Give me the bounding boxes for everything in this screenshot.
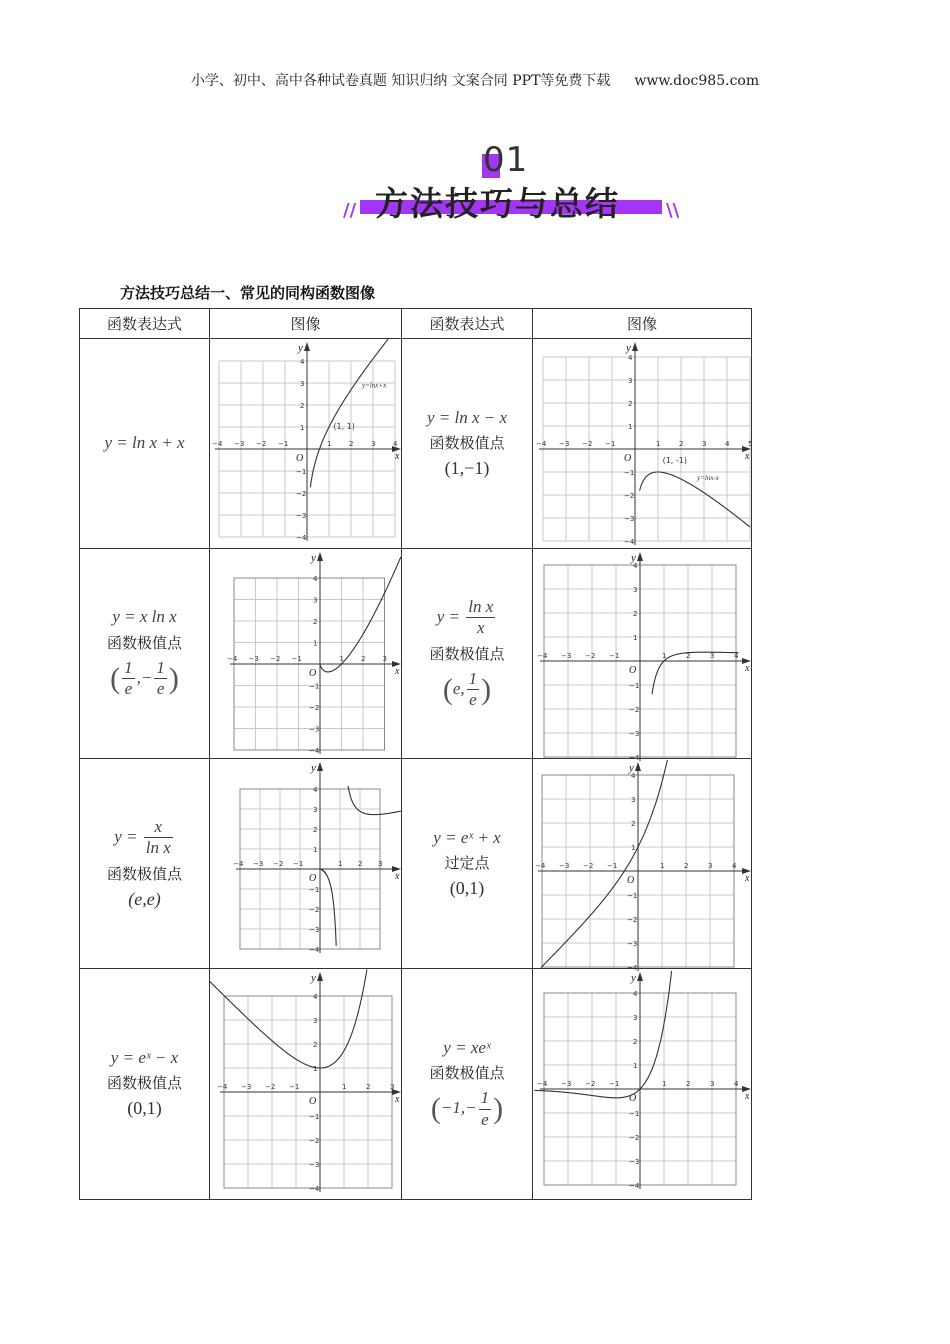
x-tick-label: 1 bbox=[327, 440, 332, 448]
y-tick-label: 3 bbox=[313, 806, 318, 814]
y-axis-arrow bbox=[635, 762, 641, 771]
formula: y = $\frac{x}{\text{ln x}}$ bbox=[114, 816, 171, 858]
y-tick-label: 2 bbox=[313, 826, 318, 834]
extremum-label: 函数极值点 bbox=[106, 633, 182, 652]
y-axis-arrow bbox=[637, 972, 643, 981]
x-tick-label: −2 bbox=[582, 440, 593, 448]
x-tick-label: −3 bbox=[561, 652, 572, 660]
x-tick-label: 4 bbox=[393, 440, 398, 448]
formula: y = eˣ + x bbox=[433, 827, 501, 847]
y-tick-label: −3 bbox=[629, 730, 640, 738]
y-tick-label: −3 bbox=[624, 515, 635, 523]
x-tick-label: −1 bbox=[605, 440, 616, 448]
x-tick-label: 3 bbox=[710, 652, 715, 660]
origin-label: O bbox=[296, 453, 304, 464]
y-tick-label: 1 bbox=[631, 844, 636, 852]
x-tick-label: −2 bbox=[270, 655, 281, 663]
x-tick-label: −2 bbox=[583, 862, 594, 870]
y-tick-label: 4 bbox=[313, 575, 318, 583]
y-tick-label: 3 bbox=[313, 1017, 318, 1025]
extremum-label: 函数极值点 bbox=[106, 864, 182, 883]
y-tick-label: 4 bbox=[631, 772, 636, 780]
x-tick-label: −4 bbox=[217, 1083, 228, 1091]
graph-lnx-plus-x bbox=[210, 339, 401, 548]
y-tick-label: −2 bbox=[624, 492, 635, 500]
x-tick-label: 1 bbox=[339, 655, 344, 663]
y-tick-label: −2 bbox=[296, 490, 307, 498]
y-tick-label: 2 bbox=[631, 820, 636, 828]
y-tick-label: 1 bbox=[633, 634, 638, 642]
extremum-point: (0,1) bbox=[127, 1098, 162, 1119]
y-tick-label: 1 bbox=[628, 423, 633, 431]
y-tick-label: 2 bbox=[313, 1041, 318, 1049]
y-axis-label: y bbox=[626, 342, 631, 354]
y-axis-label: y bbox=[311, 552, 316, 564]
curve-label: y=lnx-x bbox=[697, 474, 719, 483]
y-tick-label: −1 bbox=[627, 892, 638, 900]
x-tick-label: −3 bbox=[561, 1080, 572, 1088]
y-tick-label: −1 bbox=[629, 682, 640, 690]
table-header: 图像 bbox=[210, 309, 402, 339]
y-tick-label: −2 bbox=[627, 916, 638, 924]
x-tick-label: 1 bbox=[338, 860, 343, 868]
y-axis-arrow bbox=[304, 342, 310, 351]
x-tick-label: 2 bbox=[686, 652, 691, 660]
section-title: 方法技巧总结一、常见的同构函数图像 bbox=[120, 284, 376, 302]
x-tick-label: −4 bbox=[227, 655, 238, 663]
table-row bbox=[80, 969, 752, 1200]
table-row bbox=[80, 759, 752, 969]
y-tick-label: 2 bbox=[633, 1038, 638, 1046]
x-axis-label: x bbox=[395, 666, 400, 677]
y-tick-label: −2 bbox=[309, 704, 320, 712]
x-axis-label: x bbox=[395, 451, 400, 462]
fixed-point-label: 过定点 bbox=[444, 853, 490, 872]
x-tick-label: −1 bbox=[289, 1083, 300, 1091]
x-tick-label: −2 bbox=[265, 1083, 276, 1091]
y-axis-arrow bbox=[637, 552, 643, 561]
formula: y = x ln x bbox=[112, 607, 177, 627]
y-tick-label: 3 bbox=[633, 1014, 638, 1022]
x-axis-label: x bbox=[745, 873, 750, 884]
function-table bbox=[79, 308, 752, 1200]
y-tick-label: 4 bbox=[313, 786, 318, 794]
x-tick-label: 5 bbox=[748, 440, 753, 448]
expression-cell bbox=[80, 549, 210, 759]
x-tick-label: −3 bbox=[559, 862, 570, 870]
x-tick-label: −1 bbox=[609, 1080, 620, 1088]
y-axis-label: y bbox=[311, 972, 316, 984]
graph-xex bbox=[533, 969, 751, 1199]
x-tick-label: 2 bbox=[358, 860, 363, 868]
expression-cell bbox=[80, 969, 210, 1200]
x-tick-label: −2 bbox=[585, 1080, 596, 1088]
x-tick-label: −1 bbox=[293, 860, 304, 868]
y-tick-label: −3 bbox=[309, 725, 320, 734]
y-axis-label: y bbox=[631, 552, 636, 564]
y-tick-label: −4 bbox=[296, 534, 307, 542]
expression-cell bbox=[80, 339, 210, 549]
y-tick-label: 4 bbox=[300, 358, 305, 366]
y-tick-label: −4 bbox=[309, 1185, 320, 1193]
x-tick-label: −2 bbox=[585, 652, 596, 660]
graph-xlnx bbox=[210, 549, 401, 758]
y-tick-label: −2 bbox=[629, 706, 640, 714]
x-tick-label: 2 bbox=[684, 862, 689, 870]
y-axis-label: y bbox=[631, 972, 636, 984]
graph-ex-minus-x bbox=[210, 969, 401, 1199]
y-axis-label: y bbox=[311, 762, 316, 774]
section-banner bbox=[340, 140, 690, 230]
graph-cell bbox=[533, 969, 752, 1200]
x-tick-label: 3 bbox=[390, 1083, 395, 1091]
extremum-label: 函数极值点 bbox=[429, 1064, 505, 1083]
graph-cell bbox=[210, 759, 402, 969]
origin-label: O bbox=[629, 1093, 637, 1104]
x-tick-label: 3 bbox=[702, 440, 707, 448]
y-tick-label: 2 bbox=[300, 402, 305, 410]
y-tick-label: −1 bbox=[629, 1110, 640, 1118]
extremum-point: ( $\frac{1}{e}$ ,− $\frac{1}{e}$ ) bbox=[110, 657, 179, 699]
extremum-label: 函数极值点 bbox=[429, 644, 505, 663]
banner-left-mark: // bbox=[343, 200, 357, 221]
y-tick-label: −1 bbox=[309, 1113, 320, 1121]
x-tick-label: 3 bbox=[371, 440, 376, 448]
y-tick-label: 4 bbox=[313, 993, 318, 1001]
point-label: (1, -1) bbox=[662, 455, 688, 465]
origin-label: O bbox=[627, 875, 635, 886]
y-tick-label: 2 bbox=[313, 618, 318, 626]
extremum-point: (1,−1) bbox=[444, 457, 490, 478]
table-header: 函数表达式 bbox=[80, 309, 210, 339]
extremum-point: (−1,− $\frac{1}{e}$ ) bbox=[430, 1088, 504, 1129]
formula: y = ln x + x bbox=[104, 433, 185, 453]
x-tick-label: 4 bbox=[732, 862, 737, 870]
x-tick-label: −1 bbox=[607, 862, 618, 870]
x-tick-label: −1 bbox=[609, 652, 620, 660]
y-tick-label: −4 bbox=[624, 538, 635, 546]
y-tick-label: 4 bbox=[633, 562, 638, 570]
y-tick-label: 2 bbox=[633, 610, 638, 618]
point-label: (1, 1) bbox=[333, 422, 355, 432]
x-tick-label: −3 bbox=[253, 860, 264, 868]
table-header: 图像 bbox=[533, 309, 752, 339]
x-tick-label: 3 bbox=[708, 862, 713, 870]
x-tick-label: 2 bbox=[686, 1080, 691, 1088]
x-tick-label: 2 bbox=[349, 440, 354, 448]
graph-lnx-minus-x bbox=[533, 339, 751, 548]
y-axis-arrow bbox=[317, 552, 323, 561]
graph-cell bbox=[210, 549, 402, 759]
graph-lnx-over-x bbox=[533, 549, 751, 762]
formula: y = ln x − x bbox=[426, 407, 508, 427]
y-tick-label: −4 bbox=[309, 946, 320, 954]
x-tick-label: −2 bbox=[273, 860, 284, 868]
page-header bbox=[0, 70, 950, 90]
origin-label: O bbox=[309, 1096, 317, 1107]
x-tick-label: 1 bbox=[662, 652, 667, 660]
y-axis-arrow bbox=[317, 762, 323, 771]
y-axis-arrow bbox=[632, 342, 638, 351]
y-tick-label: −3 bbox=[309, 1161, 320, 1169]
extremum-point: (e,e) bbox=[128, 888, 161, 909]
x-axis-label: x bbox=[745, 451, 750, 462]
x-tick-label: −4 bbox=[537, 1080, 548, 1088]
graph-cell bbox=[533, 549, 752, 762]
function-curve bbox=[640, 472, 750, 527]
banner-right-mark: \\ bbox=[666, 200, 680, 221]
graph-cell bbox=[533, 759, 752, 972]
y-axis-label: y bbox=[298, 342, 303, 354]
y-tick-label: 1 bbox=[633, 1062, 638, 1070]
extremum-label: 函数极值点 bbox=[106, 1074, 182, 1093]
y-tick-label: −1 bbox=[624, 469, 635, 477]
y-tick-label: −3 bbox=[627, 940, 638, 948]
y-tick-label: 1 bbox=[313, 639, 318, 648]
function-curve bbox=[348, 786, 401, 815]
x-tick-label: −1 bbox=[278, 440, 289, 448]
table-row bbox=[80, 339, 752, 549]
y-tick-label: 1 bbox=[313, 1065, 318, 1073]
expression-cell bbox=[80, 759, 210, 969]
x-tick-label: −4 bbox=[536, 440, 547, 448]
x-tick-label: −4 bbox=[535, 862, 546, 870]
formula: y = eˣ − x bbox=[110, 1048, 179, 1067]
y-tick-label: −1 bbox=[296, 468, 307, 476]
x-tick-label: 3 bbox=[378, 860, 383, 868]
extremum-label: 函数极值点 bbox=[429, 433, 505, 452]
y-tick-label: −3 bbox=[629, 1158, 640, 1166]
y-tick-label: −4 bbox=[627, 964, 638, 972]
x-tick-label: −3 bbox=[559, 440, 570, 448]
x-tick-label: 2 bbox=[679, 440, 684, 448]
x-axis-label: x bbox=[745, 663, 750, 674]
graph-cell bbox=[533, 339, 752, 549]
x-tick-label: 2 bbox=[361, 655, 366, 663]
y-tick-label: 3 bbox=[633, 586, 638, 594]
y-axis-arrow bbox=[317, 972, 323, 981]
header-text: 小学、初中、高中各种试卷真题 知识归纳 文案合同 PPT等免费下载 bbox=[190, 73, 611, 89]
x-axis-label: x bbox=[395, 1094, 400, 1105]
x-axis-label: x bbox=[395, 871, 400, 882]
y-tick-label: 1 bbox=[313, 846, 318, 854]
y-tick-label: 3 bbox=[313, 596, 318, 605]
header-site: www.doc985.com bbox=[634, 73, 760, 89]
y-tick-label: 3 bbox=[300, 380, 305, 388]
origin-label: O bbox=[624, 453, 632, 464]
graph-cell bbox=[210, 339, 402, 549]
expression-cell bbox=[402, 549, 533, 759]
x-tick-label: 2 bbox=[366, 1083, 371, 1091]
table-header-row bbox=[80, 309, 752, 339]
y-tick-label: −4 bbox=[309, 747, 320, 755]
y-tick-label: −3 bbox=[296, 512, 307, 520]
graph-ex-plus-x bbox=[533, 759, 751, 972]
y-tick-label: 4 bbox=[628, 354, 633, 362]
x-tick-label: 4 bbox=[734, 652, 739, 660]
y-tick-label: −3 bbox=[309, 926, 320, 934]
x-tick-label: −3 bbox=[241, 1083, 252, 1091]
formula: y = $\frac{\text{ln x}}{x}$ bbox=[436, 596, 494, 638]
x-tick-label: 3 bbox=[382, 655, 387, 663]
x-tick-label: −1 bbox=[291, 655, 302, 663]
y-tick-label: −1 bbox=[309, 886, 320, 894]
function-curve bbox=[210, 969, 367, 1068]
origin-label: O bbox=[629, 665, 637, 676]
expression-cell bbox=[402, 339, 533, 549]
y-axis-label: y bbox=[629, 762, 634, 774]
y-tick-label: 4 bbox=[633, 990, 638, 998]
x-tick-label: 3 bbox=[710, 1080, 715, 1088]
fixed-point: (0,1) bbox=[449, 877, 485, 898]
y-tick-label: 2 bbox=[628, 400, 633, 408]
x-tick-label: 1 bbox=[342, 1083, 347, 1091]
y-tick-label: −1 bbox=[309, 682, 320, 691]
x-axis-label: x bbox=[745, 1091, 750, 1102]
x-tick-label: 4 bbox=[725, 440, 730, 448]
expression-cell bbox=[402, 969, 533, 1200]
x-tick-label: −4 bbox=[233, 860, 244, 868]
graph-cell bbox=[210, 969, 402, 1200]
y-tick-label: −4 bbox=[629, 1182, 640, 1190]
graph-x-over-lnx bbox=[210, 759, 401, 968]
y-tick-label: 3 bbox=[628, 377, 633, 385]
function-curve bbox=[534, 971, 671, 1098]
curve-label: y=lnx+x bbox=[362, 381, 387, 390]
y-tick-label: 1 bbox=[300, 424, 305, 432]
extremum-point: (e, $\frac{1}{e}$ ) bbox=[442, 668, 492, 709]
y-tick-label: 3 bbox=[631, 796, 636, 804]
x-tick-label: 1 bbox=[662, 1080, 667, 1088]
x-tick-label: 4 bbox=[734, 1080, 739, 1088]
x-tick-label: 1 bbox=[656, 440, 661, 448]
x-tick-label: −3 bbox=[248, 655, 259, 663]
banner-number: 01 bbox=[483, 140, 529, 180]
table-row bbox=[80, 549, 752, 759]
x-tick-label: −3 bbox=[234, 440, 245, 448]
y-tick-label: −4 bbox=[629, 754, 640, 762]
table-header: 函数表达式 bbox=[402, 309, 533, 339]
y-tick-label: −2 bbox=[309, 1137, 320, 1145]
y-tick-label: −2 bbox=[309, 906, 320, 914]
banner-title: 方法技巧与总结 bbox=[375, 184, 620, 223]
x-tick-label: −2 bbox=[256, 440, 267, 448]
x-tick-label: 1 bbox=[660, 862, 665, 870]
x-tick-label: −4 bbox=[212, 440, 223, 448]
function-curve bbox=[320, 869, 336, 946]
origin-label: O bbox=[309, 873, 317, 884]
origin-label: O bbox=[309, 668, 317, 679]
formula: y = xeˣ bbox=[443, 1037, 491, 1057]
x-tick-label: −4 bbox=[537, 652, 548, 660]
expression-cell bbox=[402, 759, 533, 969]
y-tick-label: −2 bbox=[629, 1134, 640, 1142]
